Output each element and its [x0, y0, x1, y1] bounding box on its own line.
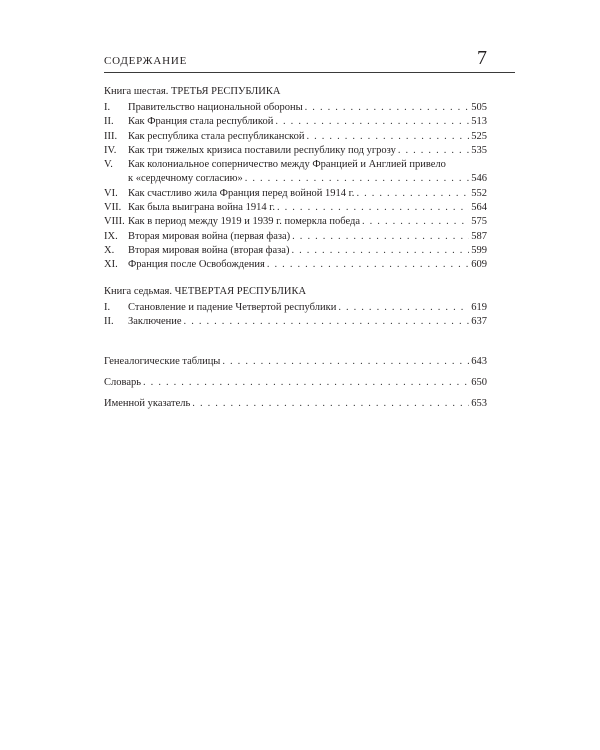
toc-section-book-6 — [104, 85, 487, 273]
dot-leader — [291, 244, 469, 258]
dot-leader — [305, 101, 470, 115]
chapter-title: Как республика стала республиканской — [128, 130, 305, 142]
chapter-number: XI. — [104, 259, 118, 271]
page-ref: 609 — [471, 259, 487, 271]
chapter-title: Вторая мировая война (первая фаза) — [128, 230, 291, 242]
dot-leader — [398, 144, 469, 158]
dot-leader — [277, 201, 469, 215]
toc-entry — [104, 376, 487, 390]
page-ref: 552 — [471, 187, 487, 199]
page-ref: 546 — [471, 173, 487, 185]
page-ref: 637 — [471, 315, 487, 327]
page-ref: 575 — [471, 216, 487, 228]
chapter-number: I. — [104, 301, 111, 313]
running-title: СОДЕРЖАНИЕ — [104, 55, 188, 67]
toc-appendix-glossary — [104, 376, 487, 390]
page-ref: 513 — [471, 116, 487, 128]
chapter-title: Как счастливо жила Франция перед войной 1914 г. — [128, 187, 355, 199]
toc-entry — [104, 244, 487, 258]
toc-entry — [104, 130, 487, 144]
chapter-title: Вторая мировая война (вторая фаза) — [128, 244, 290, 256]
dot-leader — [338, 301, 469, 315]
page-header — [104, 46, 515, 73]
chapter-number: I. — [104, 102, 111, 113]
page-number: 7 — [477, 47, 487, 69]
toc-entry — [104, 301, 487, 315]
chapter-number: IX. — [104, 230, 118, 242]
toc-appendix-index — [104, 397, 487, 411]
dot-leader — [362, 215, 469, 229]
toc-entry — [104, 187, 487, 201]
chapter-title: Как Франция стала республикой — [128, 116, 274, 128]
chapter-title-line-1: Как колониальное соперничество между Францией и Англией привело — [128, 159, 446, 171]
toc-entry — [104, 115, 487, 129]
toc-entry — [104, 144, 487, 158]
page-ref: 599 — [471, 244, 487, 256]
chapter-number: III. — [104, 130, 118, 142]
page-ref: 564 — [471, 202, 487, 214]
page-ref: 650 — [471, 377, 487, 389]
chapter-number: II. — [104, 116, 114, 128]
toc-entry — [104, 201, 487, 215]
book-title: Книга седьмая. ЧЕТВЕРТАЯ РЕСПУБЛИКА — [104, 285, 307, 297]
dot-leader — [275, 115, 469, 129]
book-title: Книга шестая. ТРЕТЬЯ РЕСПУБЛИКА — [104, 86, 281, 97]
chapter-title: Франция после Освобождения — [128, 259, 265, 271]
toc-entry — [104, 158, 487, 187]
chapter-number: VI. — [104, 187, 118, 199]
chapter-number: II. — [104, 315, 114, 327]
appendix-title: Именной указатель — [104, 398, 191, 410]
page-ref: 619 — [471, 301, 487, 313]
toc-section-book-7 — [104, 285, 487, 330]
chapter-title-line-2: к «сердечному согласию» — [128, 173, 243, 185]
chapter-title: Заключение — [128, 315, 182, 327]
chapter-title: Правительство национальной обороны — [128, 102, 303, 113]
dot-leader — [245, 172, 470, 186]
toc-appendix-genealogy — [104, 355, 487, 369]
page-ref: 505 — [471, 102, 487, 113]
dot-leader — [306, 130, 469, 144]
dot-leader — [356, 187, 469, 201]
chapter-title: Как три тяжелых кризиса поставили республику под угрозу — [128, 144, 396, 156]
page-ref: 643 — [471, 356, 487, 368]
dot-leader — [292, 230, 469, 244]
chapter-number: VII. — [104, 202, 122, 214]
toc-entry — [104, 355, 487, 369]
toc-entry — [104, 101, 487, 115]
toc-entry — [104, 258, 487, 272]
page-ref: 525 — [471, 130, 487, 142]
page-ref: 535 — [471, 144, 487, 156]
dot-leader — [267, 258, 469, 272]
toc-entry — [104, 230, 487, 244]
toc-entry — [104, 215, 487, 229]
chapter-number: V. — [104, 159, 113, 171]
chapter-number: IV. — [104, 144, 117, 156]
page-ref: 653 — [471, 398, 487, 410]
dot-leader — [222, 355, 469, 369]
page-ref: 587 — [471, 230, 487, 242]
toc-entry — [104, 397, 487, 411]
chapter-title: Как была выиграна война 1914 г. — [128, 202, 275, 214]
chapter-number: X. — [104, 244, 115, 256]
dot-leader — [192, 397, 469, 411]
toc-entry — [104, 315, 487, 329]
dot-leader — [143, 376, 469, 390]
appendix-title: Словарь — [104, 377, 142, 389]
table-of-contents — [104, 85, 487, 418]
appendix-title: Генеалогические таблицы — [104, 356, 221, 368]
chapter-title: Становление и падение Четвертой республики — [128, 301, 337, 313]
chapter-title: Как в период между 1919 и 1939 г. померкла победа — [128, 216, 360, 228]
chapter-number: VIII. — [104, 216, 125, 228]
dot-leader — [184, 315, 470, 329]
